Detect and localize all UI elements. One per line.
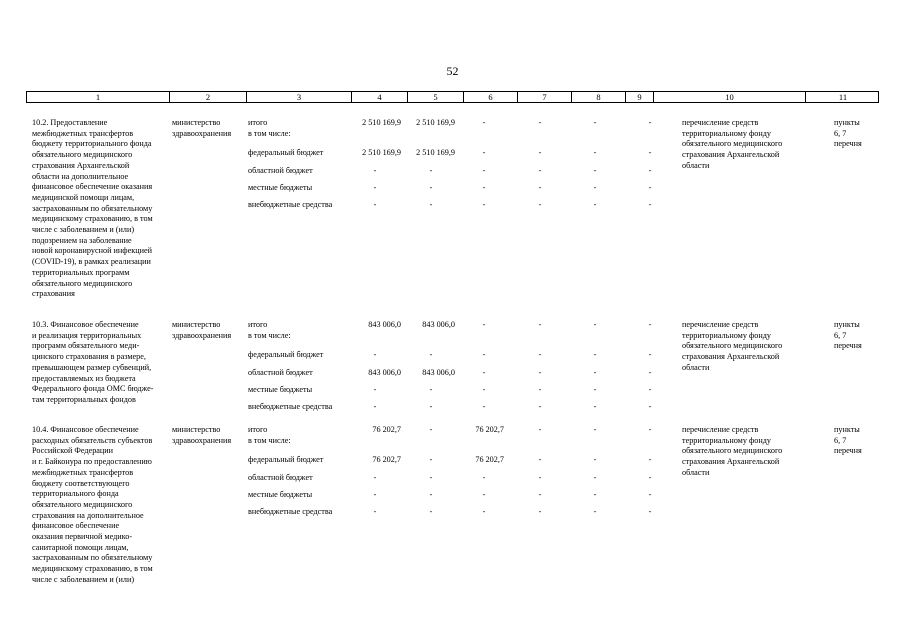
- amount-col-7: -: [538, 490, 542, 499]
- result-line: страхования Архангельской: [682, 150, 780, 160]
- amount-col-7: -: [538, 507, 542, 516]
- amount-total: -: [373, 166, 377, 175]
- measure-name-line: оказания первичной медико-: [32, 532, 133, 541]
- amount-col-9: -: [648, 166, 652, 175]
- amount-col-8: -: [593, 350, 597, 359]
- funding-source-label: итого: [248, 320, 268, 329]
- measure-name-line: медицинской помощи лицам,: [32, 192, 135, 202]
- amount-col-8: -: [593, 368, 597, 377]
- reference-line: 6, 7: [834, 330, 847, 340]
- result-line: области: [682, 467, 710, 477]
- amount-col-7: -: [538, 200, 542, 209]
- measure-name-line: межбюджетных трансфертов: [32, 128, 134, 138]
- amount-col-7: -: [538, 402, 542, 411]
- column-number-header: [26, 91, 879, 103]
- amount-col-7: -: [538, 166, 542, 175]
- amount-total: -: [373, 507, 377, 516]
- amount-col-7: -: [538, 320, 542, 329]
- amount-col-6: 76 202,7: [475, 455, 504, 464]
- amount-col-9: -: [648, 385, 652, 394]
- reference-line: 6, 7: [834, 435, 847, 445]
- amount-col-6: -: [482, 166, 486, 175]
- measure-name-line: обязательного медицинского: [32, 278, 133, 288]
- amount-total: 76 202,7: [372, 425, 401, 434]
- amount-total: -: [373, 200, 377, 209]
- result-line: обязательного медицинского: [682, 341, 783, 351]
- amount-col-9: -: [648, 490, 652, 499]
- page-number: 52: [446, 64, 459, 78]
- amount-col-7: -: [538, 385, 542, 394]
- amount-col-5: 843 006,0: [422, 320, 455, 329]
- measure-name-line: бюджету территориального фонда: [32, 139, 152, 149]
- measure-name-line: Федерального фонда ОМС бюдже-: [32, 384, 154, 394]
- amount-col-7: -: [538, 118, 542, 127]
- executor-line: министерство: [172, 425, 221, 434]
- funding-source-label: итого: [248, 425, 268, 434]
- amount-col-7: -: [538, 473, 542, 482]
- amount-col-7: -: [538, 368, 542, 377]
- header-cell-col-6: 6: [463, 92, 517, 102]
- amount-col-9: -: [648, 183, 652, 192]
- amount-total: 2 510 169,9: [362, 148, 401, 157]
- amount-col-5: -: [429, 402, 433, 411]
- amount-col-8: -: [593, 183, 597, 192]
- measure-name-line: страхования Архангельской: [32, 160, 130, 170]
- result-line: области: [682, 362, 710, 372]
- measure-name-line: страхования: [32, 289, 75, 299]
- amount-col-5: -: [429, 473, 433, 482]
- amount-col-6: -: [482, 320, 486, 329]
- amount-col-9: -: [648, 425, 652, 434]
- result-line: страхования Архангельской: [682, 457, 780, 467]
- reference-line: пункты: [834, 425, 860, 434]
- amount-col-7: -: [538, 183, 542, 192]
- funding-source-label: в том числе:: [248, 128, 291, 138]
- amount-col-6: -: [482, 473, 486, 482]
- reference-line: пункты: [834, 320, 860, 329]
- amount-col-8: -: [593, 320, 597, 329]
- amount-col-7: -: [538, 455, 542, 464]
- amount-col-8: -: [593, 490, 597, 499]
- funding-source-label: федеральный бюджет: [248, 148, 324, 157]
- measure-name-line: страхования на дополнительное: [32, 510, 144, 520]
- reference-line: пункты: [834, 118, 860, 127]
- amount-col-8: -: [593, 425, 597, 434]
- measure-name-line: расходных обязательств субъектов: [32, 435, 153, 445]
- measure-name-line: и реализация территориальных: [32, 330, 142, 340]
- amount-col-9: -: [648, 455, 652, 464]
- funding-source-label: местные бюджеты: [248, 490, 313, 499]
- measure-name-line: 10.4. Финансовое обеспечение: [32, 425, 139, 434]
- amount-col-5: -: [429, 183, 433, 192]
- result-line: перечисление средств: [682, 425, 759, 434]
- amount-total: -: [373, 402, 377, 411]
- measure-name-line: застрахованным по обязательному: [32, 553, 153, 563]
- funding-source-label: в том числе:: [248, 330, 291, 340]
- amount-col-8: -: [593, 385, 597, 394]
- amount-col-7: -: [538, 350, 542, 359]
- measure-name-line: (COVID-19), в рамках реализации: [32, 257, 151, 267]
- executor-line: здравоохранения: [172, 330, 232, 340]
- funding-source-label: федеральный бюджет: [248, 350, 324, 359]
- amount-col-9: -: [648, 350, 652, 359]
- amount-col-7: -: [538, 425, 542, 434]
- funding-source-label: в том числе:: [248, 435, 291, 445]
- amount-total: 843 006,0: [368, 320, 401, 329]
- amount-col-5: -: [429, 200, 433, 209]
- funding-source-label: внебюджетные средства: [248, 200, 333, 209]
- measure-name-line: предоставляемых из бюджета: [32, 373, 136, 383]
- amount-col-9: -: [648, 200, 652, 209]
- measure-name-line: новой коронавирусной инфекцией: [32, 246, 152, 256]
- amount-col-9: -: [648, 320, 652, 329]
- header-cell-col-1: 1: [95, 92, 101, 102]
- amount-col-9: -: [648, 473, 652, 482]
- amount-col-8: -: [593, 200, 597, 209]
- result-line: области: [682, 160, 710, 170]
- result-line: обязательного медицинского: [682, 446, 783, 456]
- amount-col-6: -: [482, 183, 486, 192]
- header-cell-col-4: 4: [351, 92, 407, 102]
- header-cell-col-8: 8: [571, 92, 625, 102]
- amount-col-6: -: [482, 200, 486, 209]
- amount-col-5: -: [429, 385, 433, 394]
- measure-name-line: числе с заболеванием и (или): [32, 225, 135, 234]
- header-cell-col-11: 11: [805, 92, 880, 102]
- measure-name-line: межбюджетных трансфертов: [32, 467, 134, 477]
- amount-col-5: -: [429, 166, 433, 175]
- measure-name-line: 10.3. Финансовое обеспечение: [32, 320, 139, 329]
- amount-total: -: [373, 490, 377, 499]
- funding-source-label: местные бюджеты: [248, 183, 313, 192]
- result-line: перечисление средств: [682, 320, 759, 329]
- amount-col-9: -: [648, 402, 652, 411]
- amount-total: -: [373, 183, 377, 192]
- reference-line: 6, 7: [834, 128, 847, 138]
- amount-col-6: -: [482, 148, 486, 157]
- result-line: перечисление средств: [682, 118, 759, 127]
- measure-name-line: обязательного медицинского: [32, 499, 133, 509]
- result-line: территориальному фонду: [682, 435, 772, 445]
- funding-source-label: внебюджетные средства: [248, 402, 333, 411]
- amount-col-5: 2 510 169,9: [416, 148, 455, 157]
- amount-col-5: -: [429, 507, 433, 516]
- amount-col-5: -: [429, 455, 433, 464]
- amount-col-6: -: [482, 490, 486, 499]
- amount-col-9: -: [648, 118, 652, 127]
- reference-line: перечня: [834, 446, 862, 456]
- measure-name-line: территориальных программ: [32, 267, 130, 277]
- amount-col-6: -: [482, 368, 486, 377]
- amount-col-5: -: [429, 350, 433, 359]
- measure-name-line: застрахованным по обязательному: [32, 203, 153, 213]
- header-cell-col-5: 5: [407, 92, 463, 102]
- amount-col-5: 843 006,0: [422, 368, 455, 377]
- amount-col-9: -: [648, 507, 652, 516]
- measure-name-line: подозрением на заболевание: [32, 235, 132, 245]
- header-cell-col-2: 2: [169, 92, 246, 102]
- executor-line: министерство: [172, 118, 221, 127]
- executor-line: министерство: [172, 320, 221, 329]
- measure-name-line: медицинскому страхованию, в том: [32, 564, 153, 574]
- measure-name-line: и г. Байконура по предоставлению: [32, 457, 152, 467]
- amount-col-8: -: [593, 148, 597, 157]
- amount-col-7: -: [538, 148, 542, 157]
- funding-source-label: итого: [248, 118, 268, 127]
- measure-name-line: бюджету соответствующего: [32, 478, 130, 488]
- reference-line: перечня: [834, 341, 862, 351]
- measure-name-line: обязательного медицинского: [32, 150, 133, 160]
- funding-source-label: областной бюджет: [248, 368, 313, 377]
- measure-name-line: Российской Федерации: [32, 446, 114, 456]
- amount-total: 843 006,0: [368, 368, 401, 377]
- amount-col-6: 76 202,7: [475, 425, 504, 434]
- amount-col-6: -: [482, 118, 486, 127]
- amount-col-9: -: [648, 148, 652, 157]
- amount-col-5: -: [429, 425, 433, 434]
- amount-col-6: -: [482, 385, 486, 394]
- measure-name-line: цинского страхования в размере,: [32, 352, 146, 362]
- amount-col-8: -: [593, 118, 597, 127]
- header-cell-col-7: 7: [517, 92, 571, 102]
- amount-col-5: -: [429, 490, 433, 499]
- amount-col-6: -: [482, 402, 486, 411]
- amount-col-6: -: [482, 350, 486, 359]
- funding-source-label: областной бюджет: [248, 166, 313, 175]
- funding-source-label: областной бюджет: [248, 473, 313, 482]
- result-line: страхования Архангельской: [682, 352, 780, 362]
- measure-name-line: числе с заболеванием и (или): [32, 574, 135, 584]
- measure-name-line: санитарной помощи лицам,: [32, 542, 129, 552]
- result-line: обязательного медицинского: [682, 139, 783, 149]
- amount-col-5: 2 510 169,9: [416, 118, 455, 127]
- amount-col-9: -: [648, 368, 652, 377]
- measure-name-line: финансовое обеспечение: [32, 521, 120, 531]
- amount-col-8: -: [593, 455, 597, 464]
- measure-name-line: там территориальных фондов: [32, 394, 136, 404]
- amount-col-8: -: [593, 473, 597, 482]
- measure-name-line: 10.2. Предоставление: [32, 118, 108, 127]
- funding-source-label: местные бюджеты: [248, 385, 313, 394]
- result-line: территориальному фонду: [682, 330, 772, 340]
- measure-name-line: финансовое обеспечение оказания: [32, 182, 153, 192]
- amount-col-8: -: [593, 166, 597, 175]
- amount-col-6: -: [482, 507, 486, 516]
- measure-name-line: программ обязательного меди-: [32, 341, 140, 351]
- amount-total: -: [373, 350, 377, 359]
- header-cell-col-3: 3: [246, 92, 351, 102]
- header-cell-col-10: 10: [653, 92, 805, 102]
- amount-total: -: [373, 473, 377, 482]
- reference-line: перечня: [834, 139, 862, 149]
- executor-line: здравоохранения: [172, 435, 232, 445]
- measure-name-line: территориального фонда: [32, 489, 119, 499]
- measure-name-line: медицинскому страхованию, в том: [32, 214, 153, 224]
- funding-source-label: федеральный бюджет: [248, 455, 324, 464]
- result-line: территориальному фонду: [682, 128, 772, 138]
- amount-total: 76 202,7: [372, 455, 401, 464]
- amount-total: -: [373, 385, 377, 394]
- executor-line: здравоохранения: [172, 128, 232, 138]
- amount-col-8: -: [593, 402, 597, 411]
- header-cell-col-9: 9: [625, 92, 653, 102]
- funding-source-label: внебюджетные средства: [248, 507, 333, 516]
- amount-total: 2 510 169,9: [362, 118, 401, 127]
- measure-name-line: области на дополнительное: [32, 171, 129, 181]
- measure-name-line: превышающем размер субвенций,: [32, 362, 152, 372]
- amount-col-8: -: [593, 507, 597, 516]
